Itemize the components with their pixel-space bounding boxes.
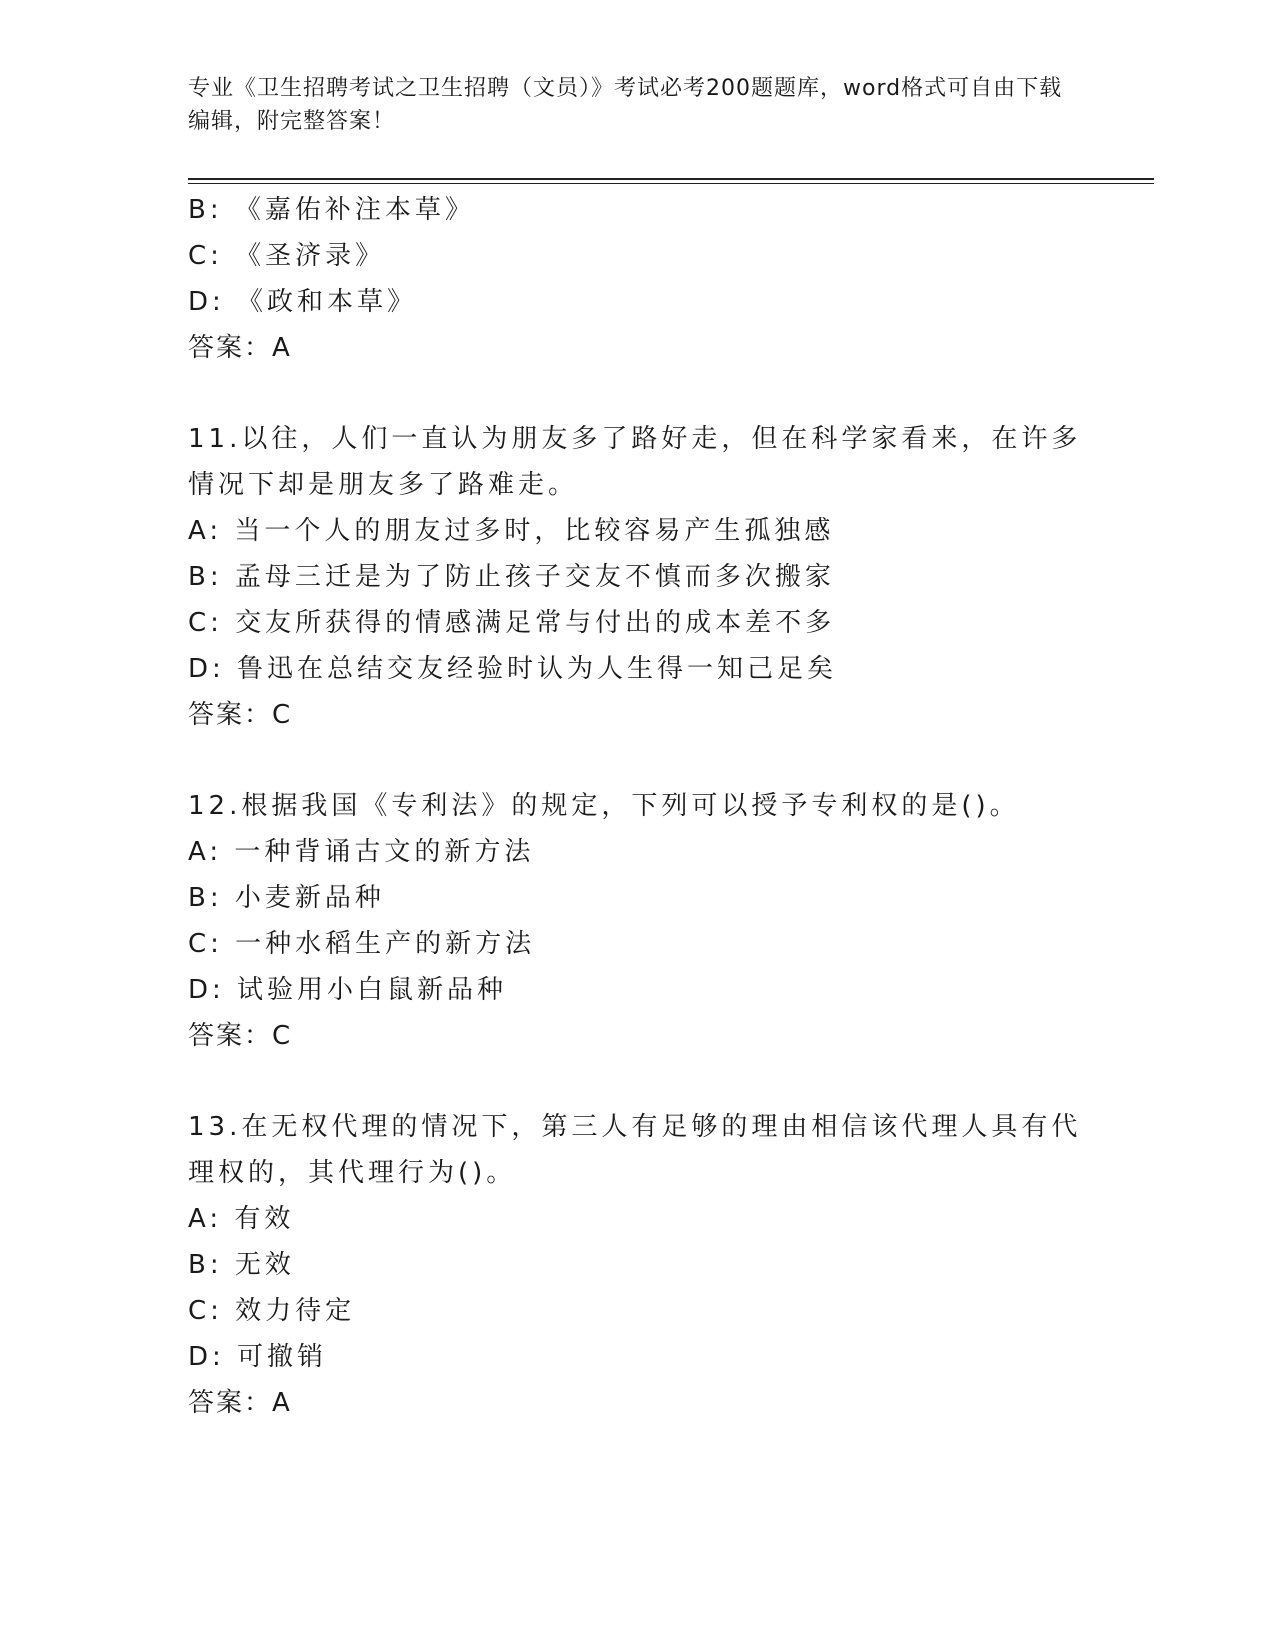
document-header: 专业《卫生招聘考试之卫生招聘（文员）》考试必考200题题库，word格式可自由下载编辑，附完整答案！ bbox=[188, 76, 1063, 134]
option-a: A: 一种背诵古文的新方法 bbox=[188, 837, 535, 867]
option-a: A: 有效 bbox=[188, 1204, 295, 1234]
answer-line: 答案：C bbox=[188, 1021, 293, 1051]
answer-line: 答案：A bbox=[188, 1388, 292, 1418]
question-12 bbox=[188, 783, 1088, 1059]
document-content bbox=[188, 187, 1088, 1426]
header-rule-thick bbox=[188, 178, 1154, 180]
question-11 bbox=[188, 416, 1088, 738]
question-stem: 12.根据我国《专利法》的规定，下列可以授予专利权的是()。 bbox=[188, 791, 1020, 821]
option-d: D: 《政和本草》 bbox=[188, 287, 418, 317]
answer-line: 答案：C bbox=[188, 700, 293, 730]
option-b: B: 无效 bbox=[188, 1250, 295, 1280]
question-stem: 11.以往，人们一直认为朋友多了路好走，但在科学家看来，在许多情况下却是朋友多了路难走。 bbox=[188, 424, 1082, 500]
option-b: B: 《嘉佑补注本草》 bbox=[188, 195, 475, 225]
option-d: D: 可撤销 bbox=[188, 1342, 328, 1372]
option-d: D: 试验用小白鼠新品种 bbox=[188, 975, 508, 1005]
option-b: B: 小麦新品种 bbox=[188, 883, 385, 913]
option-c: C: 一种水稻生产的新方法 bbox=[188, 929, 536, 959]
option-c: C: 《圣济录》 bbox=[188, 241, 386, 271]
option-b: B: 孟母三迁是为了防止孩子交友不慎而多次搬家 bbox=[188, 562, 835, 592]
header-rule-thin bbox=[188, 183, 1154, 184]
option-c: C: 效力待定 bbox=[188, 1296, 356, 1326]
partial-question bbox=[188, 187, 1088, 371]
option-c: C: 交友所获得的情感满足常与付出的成本差不多 bbox=[188, 608, 836, 638]
option-a: A: 当一个人的朋友过多时，比较容易产生孤独感 bbox=[188, 516, 835, 546]
option-d: D: 鲁迅在总结交友经验时认为人生得一知己足矣 bbox=[188, 654, 838, 684]
question-stem: 13.在无权代理的情况下，第三人有足够的理由相信该代理人具有代理权的，其代理行为()。 bbox=[188, 1112, 1082, 1188]
answer-line: 答案：A bbox=[188, 333, 292, 363]
question-13 bbox=[188, 1104, 1088, 1426]
